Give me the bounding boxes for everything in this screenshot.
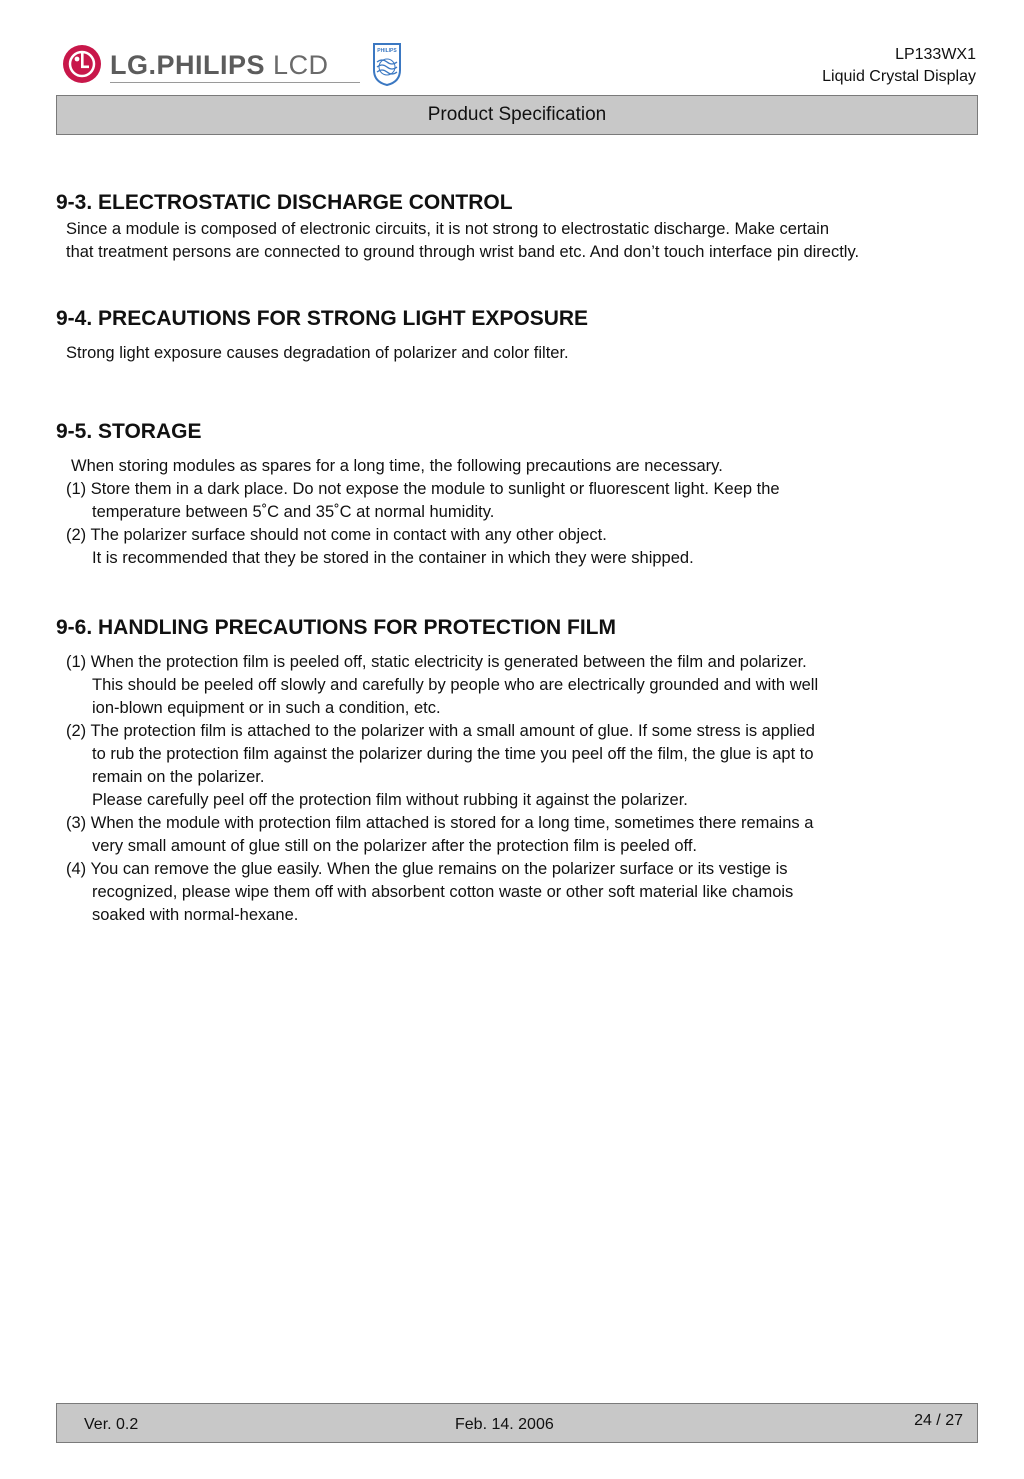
list-item-continuation: temperature between 5˚C and 35˚C at normal humidity.	[92, 503, 495, 521]
logo-underline	[110, 82, 360, 83]
list-item-continuation: ion-blown equipment or in such a condition, etc.	[92, 699, 441, 717]
list-item-continuation: recognized, please wipe them off with absorbent cotton waste or other soft material like chamois	[92, 883, 794, 901]
list-item-lead: (4) You can remove the glue easily. When the glue remains on the polarizer surface or its vestige is	[66, 860, 788, 878]
section-storage	[56, 417, 780, 570]
storage-intro: When storing modules as spares for a long time, the following precautions are necessary.	[71, 457, 723, 475]
list-item-continuation: soaked with normal-hexane.	[92, 906, 299, 924]
section-heading: 9-5. STORAGE	[56, 420, 202, 443]
list-item-continuation: It is recommended that they be stored in the container in which they were shipped.	[92, 549, 694, 567]
section-heading: 9-4. PRECAUTIONS FOR STRONG LIGHT EXPOSURE	[56, 307, 589, 330]
logo-wordmark: LG.PHILIPS LCD	[110, 50, 329, 80]
document-identifier	[822, 44, 976, 88]
section-protection-film	[56, 613, 818, 927]
section-heading: 9-6. HANDLING PRECAUTIONS FOR PROTECTION FILM	[56, 616, 617, 639]
page-title: Product Specification	[427, 104, 607, 125]
philips-shield-icon	[372, 42, 402, 86]
list-item-lead: (1) When the protection film is peeled off, static electricity is generated between the film and polarizer.	[66, 653, 807, 671]
list-item-lead: (2) The protection film is attached to the polarizer with a small amount of glue. If some stress is applied	[66, 722, 815, 740]
list-item-lead: (1) Store them in a dark place. Do not expose the module to sunlight or fluorescent light. Keep the	[66, 480, 780, 498]
list-item-lead: (3) When the module with protection film attached is stored for a long time, sometimes there remains a	[66, 814, 814, 832]
list-item-continuation: very small amount of glue still on the polarizer after the protection film is peeled off.	[92, 837, 697, 855]
list-item-lead: (2) The polarizer surface should not come in contact with any other object.	[66, 526, 607, 544]
section-heading: 9-3. ELECTROSTATIC DISCHARGE CONTROL	[56, 191, 513, 214]
philips-shield-text: PHILIPS	[377, 48, 397, 54]
section-esd-control	[56, 188, 859, 264]
product-type: Liquid Crystal Display	[822, 68, 976, 85]
footer-bar	[56, 1403, 978, 1443]
paragraph-line: Since a module is composed of electronic circuits, it is not strong to electrostatic discharge. Make certain	[66, 220, 830, 238]
list-item-continuation: Please carefully peel off the protection film without rubbing it against the polarizer.	[92, 791, 688, 809]
document-date: Feb. 14. 2006	[455, 1416, 554, 1433]
section-light-exposure	[56, 304, 588, 365]
paragraph-line: Strong light exposure causes degradation of polarizer and color filter.	[66, 344, 569, 362]
document-version: Ver. 0.2	[84, 1416, 139, 1433]
list-item-continuation: This should be peeled off slowly and carefully by people who are electrically grounded and with well	[92, 676, 819, 694]
list-item-continuation: remain on the polarizer.	[92, 768, 265, 786]
paragraph-line: that treatment persons are connected to ground through wrist band etc. And don’t touch interface pin directly.	[66, 243, 860, 261]
lg-face-icon	[62, 44, 102, 84]
model-number: LP133WX1	[895, 46, 976, 63]
page-number: 24 / 27	[914, 1412, 963, 1429]
list-item-continuation: to rub the protection film against the polarizer during the time you peel off the film, the glue is apt to	[92, 745, 814, 763]
title-bar	[56, 95, 978, 135]
company-logo	[62, 42, 397, 88]
